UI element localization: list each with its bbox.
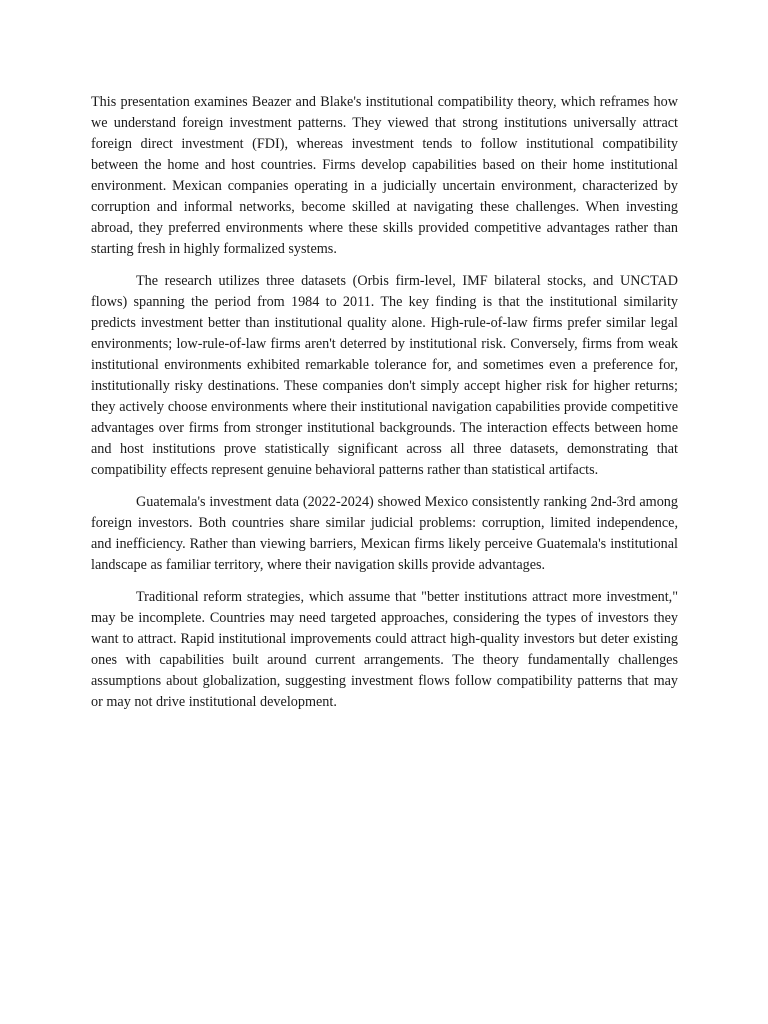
paragraph-research: The research utilizes three datasets (Orbis firm-level, IMF bilateral stocks, and UNCTAD flows) spanning the period from 1984 to 2011. The key finding is that the institutional similarity predicts investment better than institutional quality alone. High-rule-of-law firms prefer similar legal environments; low-rule-of-law firms aren't deterred by institutional risk. Conversely, firms from weak institutional environments exhibited remarkable tolerance for, and sometimes even a preference for, institutionally risky destinations. These companies don't simply accept higher risk for higher returns; they actively choose environments where their institutional navigation capabilities provide competitive advantages over firms from stronger institutional backgrounds. The interaction effects between home and host institutions prove statistically significant across all three datasets, demonstrating that compatibility effects represent genuine behavioral patterns rather than statistical artifacts. bbox=[91, 273, 678, 478]
paragraph-intro: This presentation examines Beazer and Blake's institutional compatibility theory, which reframes how we understand foreign investment patterns. They viewed that strong institutions universally attract foreign direct investment (FDI), whereas investment tends to follow institutional compatibility between the home and host countries. Firms develop capabilities based on their home institutional environment. Mexican companies operating in a judicially uncertain environment, characterized by corruption and informal networks, become skilled at navigating these challenges. When investing abroad, they preferred environments where these skills provided competitive advantages rather than starting fresh in highly formalized systems. bbox=[91, 94, 678, 257]
document-body bbox=[91, 92, 678, 724]
paragraph-guatemala: Guatemala's investment data (2022-2024) showed Mexico consistently ranking 2nd-3rd among foreign investors. Both countries share similar judicial problems: corruption, limited independence, and inefficiency. Rather than viewing barriers, Mexican firms likely perceive Guatemala's institutional landscape as familiar territory, where their navigation skills provide advantages. bbox=[91, 494, 678, 573]
paragraph-reform: Traditional reform strategies, which assume that "better institutions attract more investment," may be incomplete. Countries may need targeted approaches, considering the types of investors they want to attract. Rapid institutional improvements could attract high-quality investors but deter existing ones with capabilities built around current arrangements. The theory fundamentally challenges assumptions about globalization, suggesting investment flows follow compatibility patterns that may or may not drive institutional development. bbox=[91, 589, 678, 710]
